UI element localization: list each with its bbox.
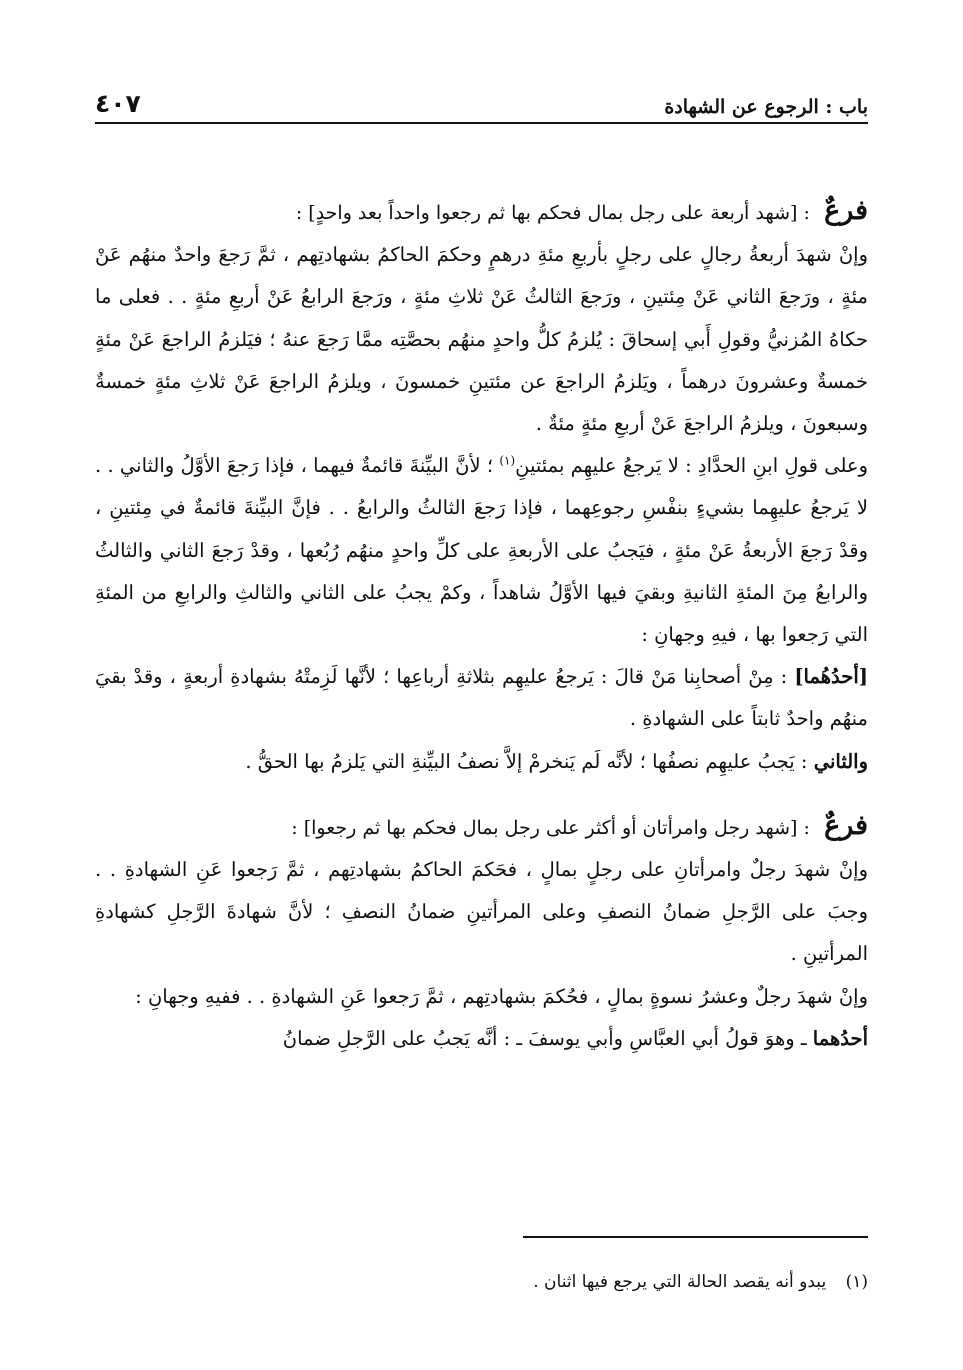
- page-number: ٤٠٧: [95, 89, 141, 118]
- paragraph-with-note: [95, 445, 868, 656]
- paragraph-text: ؛ لأنَّ البيِّنةَ قائمةٌ فيهما ، فإذا رَجعَ الأوَّلُ والثاني . . لا يَرجعُ عليهِما بشيءٍ بنفْسِ رجوعِهما ، فإذا رَجعَ الثالثُ والرابعُ . . فإنَّ البيِّنةَ قائمةٌ في مِئتينِ ، وقدْ رَجعَ الأربعةُ عَنْ مئةٍ ، فيَجبُ على الأربعةِ على كلِّ واحدٍ منهُم رُبُعها ، وقدْ رَجعَ الثاني والثالثُ والرابعُ مِنَ المئةِ الثانيةِ وبقيَ فيها الأوَّلُ شاهداً ، وكمْ يجبُ على الثاني والثالثِ والرابعِ من المئةِ التي رَجعوا بها ، فيهِ وجهانِ :: [95, 454, 868, 647]
- opinion-paragraph: [95, 1018, 868, 1060]
- opinion-paragraph: [95, 656, 868, 740]
- main-text: [95, 190, 868, 1060]
- section-gap: [95, 783, 868, 805]
- opinion-lead: أحدُهما: [812, 1026, 868, 1050]
- opinion-paragraph: [95, 741, 868, 783]
- footnote-text: يبدو أنه يقصد الحالة التي يرجع فيها اثنان .: [533, 1272, 827, 1292]
- footnote-number: (١): [845, 1272, 868, 1292]
- running-title: باب : الرجوع عن الشهادة: [664, 96, 868, 118]
- opinion-text: : يَجبُ عليهِم نصفُها ؛ لأنَّه لَم يَنخرمْ إلاَّ نصفُ البيِّنةِ التي يَلزمُ بها الحقُّ .: [245, 749, 814, 773]
- header-rule: [95, 122, 868, 124]
- paragraph: وإنْ شهدَ رجلٌ وعشرُ نسوةٍ بمالٍ ، فحُكمَ بشهادتِهم ، ثمَّ رَجعوا عَنِ الشهادةِ . . ففيهِ وجهانِ :: [135, 984, 868, 1008]
- footnote: [95, 1268, 868, 1296]
- branch-title: : [شهد أربعة على رجل بمال فحكم بها ثم رجعوا واحداً بعد واحدٍ] :: [295, 202, 810, 224]
- paragraph: وإنْ شهدَ أربعةُ رجالٍ على رجلٍ بأربعِ مئةِ درهمٍ وحكمَ الحاكمُ بشهادتِهم ، ثمَّ رَجعَ واحدٌ منهُم عَنْ مئةٍ ، ورَجعَ الثاني عَنْ مِئتينِ ، ورَجعَ الثالثُ عَنْ ثلاثِ مئةٍ ، ورَجعَ الرابعُ عَنْ أربعِ مئةٍ . . فعلى ما حكاهُ المُزنيُّ وقولِ أَبي إسحاقَ : يُلزمُ كلُّ واحدٍ منهُم بحصَّتِه ممَّا رَجعَ عنهُ ؛ فيَلزمُ الراجعَ عَنْ مئةٍ خمسةٌ وعشرونَ درهماً ، ويَلزمُ الراجعَ عن مئتينِ خمسونَ ، ويلزمُ الراجعَ عَنْ ثلاثِ مئةٍ خمسةٌ وسبعونَ ، ويلزمُ الراجعَ عَنْ أربعِ مئةٍ مئةٌ .: [95, 243, 868, 436]
- section-heading-1: [95, 190, 868, 234]
- opinion-lead: [أحدُهُما]: [794, 665, 868, 689]
- opinion-text: : مِنْ أصحابِنا مَنْ قالَ : يَرجعُ عليهِم بثلاثةِ أرباعِها ؛ لأنَّها لَزِمتْهُ بشهادةِ أربعةٍ ، وقدْ بقيَ منهُم واحدٌ ثابتاً على الشهادةِ .: [95, 665, 868, 731]
- paragraph-text: وعلى قولِ ابنِ الحدَّادِ : لا يَرجعُ عليهِم بمئتينِ: [515, 454, 868, 478]
- footnote-rule: [523, 1236, 868, 1238]
- branch-label: فرعٌ: [824, 809, 868, 841]
- opinion-lead: والثاني: [813, 749, 868, 773]
- footnote-marker: (١): [499, 453, 516, 468]
- branch-title: : [شهد رجل وامرأتان أو أكثر على رجل بمال فحكم بها ثم رجعوا] :: [291, 816, 810, 839]
- section-heading-2: [95, 805, 868, 849]
- branch-label: فرعٌ: [824, 195, 868, 226]
- opinion-text: ـ وهوَ قولُ أبي العبَّاسِ وأبي يوسفَ ـ : أنَّه يَجبُ على الرَّجلِ ضمانُ: [282, 1026, 813, 1050]
- paragraph: وإنْ شهدَ رجلٌ وامرأتانِ على رجلٍ بمالٍ ، فحَكمَ الحاكمُ بشهادتِهم ، ثمَّ رَجعوا عَنِ الشهادةِ . . وجبَ على الرَّجلِ ضمانُ النصفِ وعلى المرأتينِ ضمانُ النصفِ ؛ لأنَّ شهادةَ الرَّجلِ كشهادةِ المرأتينِ .: [95, 858, 868, 966]
- page-header: [95, 78, 868, 118]
